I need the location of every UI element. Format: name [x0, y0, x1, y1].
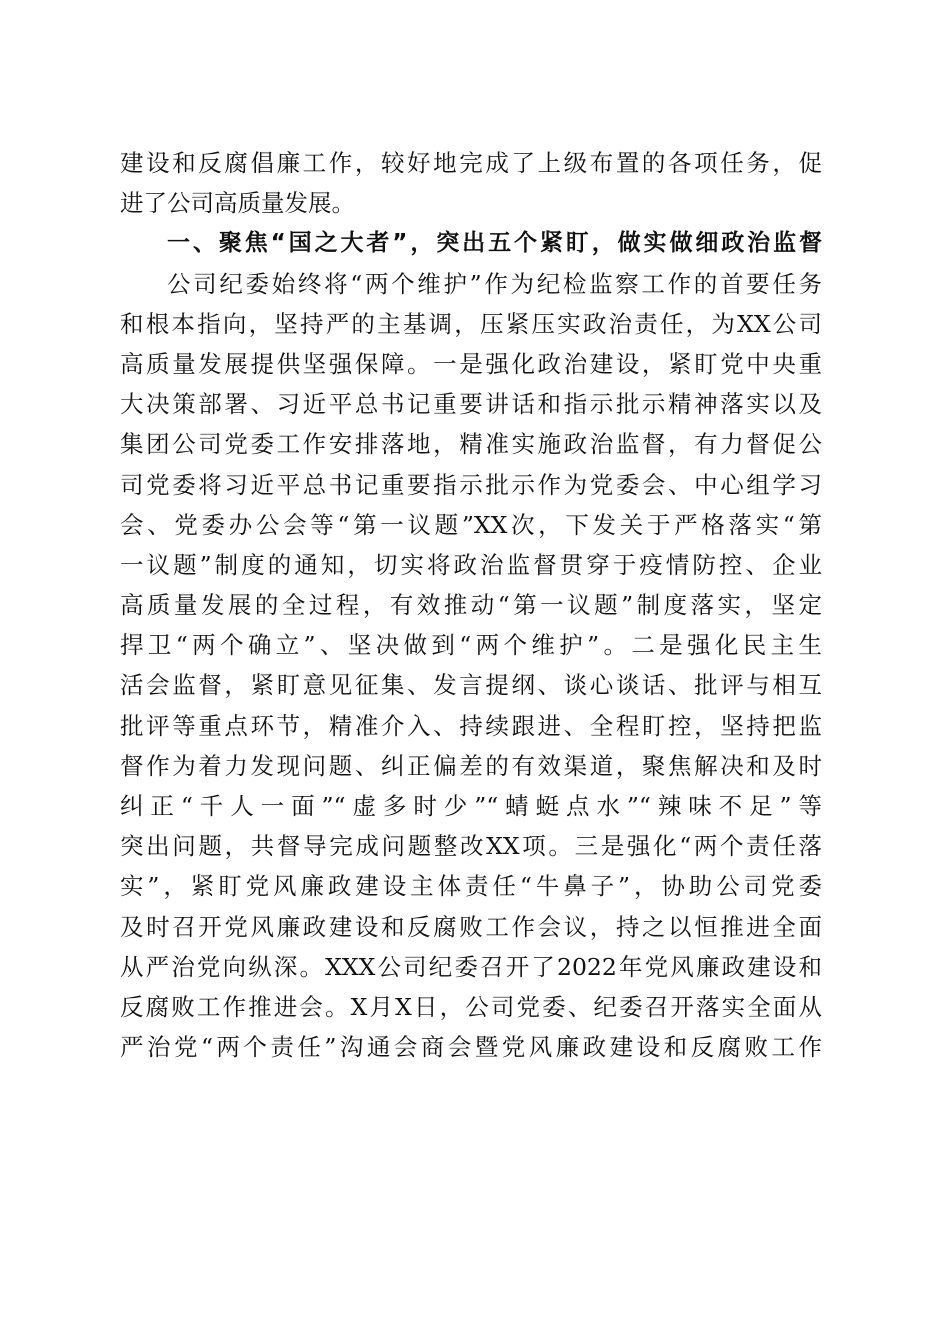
paragraph-line: 从严治党向纵深。XXX公司纪委召开了2022年党风廉政建设和: [120, 952, 822, 981]
paragraph-line: 集团公司党委工作安排落地，精准实施政治监督，有力督促公: [120, 430, 822, 459]
paragraph-line: 公司纪委始终将“两个维护”作为纪检监察工作的首要任务: [167, 269, 822, 298]
paragraph-line: 批评等重点环节，精准介入、持续跟进、全程盯控，坚持把监: [120, 711, 822, 740]
section-heading: 一、聚焦“国之大者”，突出五个紧盯，做实做细政治监督: [167, 230, 822, 257]
paragraph-line: 督作为着力发现问题、纠正偏差的有效渠道，聚焦解决和及时: [120, 751, 822, 780]
paragraph-line: 司党委将习近平总书记重要指示批示作为党委会、中心组学习: [120, 470, 822, 499]
paragraph-line: 高质量发展提供坚强保障。一是强化政治建设，紧盯党中央重: [120, 349, 822, 378]
paragraph-line: 大决策部署、习近平总书记重要讲话和指示批示精神落实以及: [120, 390, 822, 419]
paragraph-line: 捍卫“两个确立”、坚决做到“两个维护”。二是强化民主生: [120, 631, 822, 660]
paragraph-line: 会、党委办公会等“第一议题”XX次，下发关于严格落实“第: [120, 510, 822, 539]
paragraph-line: 实”，紧盯党风廉政建设主体责任“牛鼻子”，协助公司党委: [120, 872, 822, 901]
paragraph-line: 严治党“两个责任”沟通会商会暨党风廉政建设和反腐败工作: [120, 1033, 822, 1062]
paragraph-line: 及时召开党风廉政建设和反腐败工作会议，持之以恒推进全面: [120, 912, 822, 941]
document-body: [120, 143, 822, 1067]
paragraph-line: 突出问题，共督导完成问题整改XX项。三是强化“两个责任落: [120, 832, 822, 861]
paragraph-line: 活会监督，紧盯意见征集、发言提纲、谈心谈话、批评与相互: [120, 671, 822, 700]
paragraph-line: 纠正“千人一面”“虚多时少”“蜻蜓点水”“辣味不足”等: [120, 792, 822, 820]
paragraph-line: 和根本指向，坚持严的主基调，压紧压实政治责任，为XX公司: [120, 309, 822, 338]
paragraph-line: 进了公司高质量发展。: [120, 189, 355, 218]
paragraph-line: 高质量发展的全过程，有效推动“第一议题”制度落实，坚定: [120, 591, 822, 620]
paragraph-line: 一议题”制度的通知，切实将政治监督贯穿于疫情防控、企业: [120, 550, 822, 579]
paragraph-line: 反腐败工作推进会。X月X日，公司党委、纪委召开落实全面从: [120, 992, 822, 1021]
paragraph-line: 建设和反腐倡廉工作，较好地完成了上级布置的各项任务，促: [120, 149, 822, 177]
